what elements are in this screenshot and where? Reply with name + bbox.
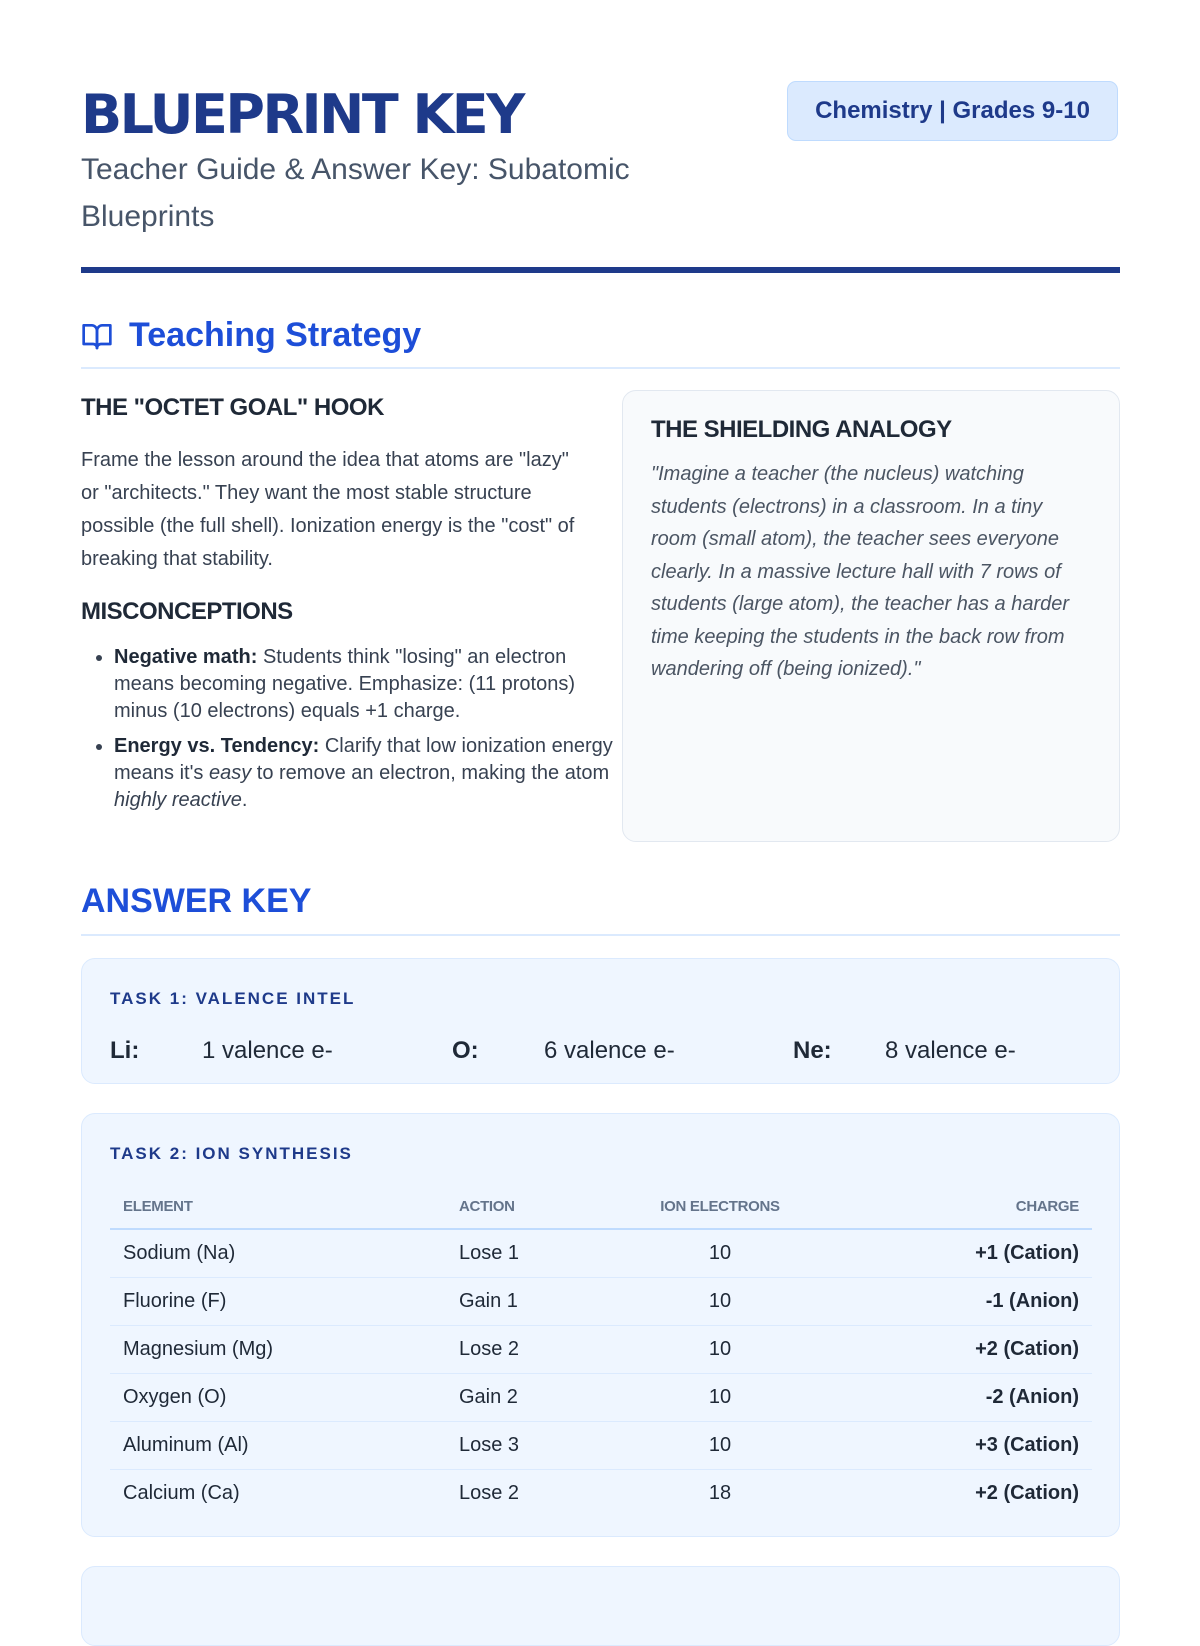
answer-key-title: ANSWER KEY	[81, 882, 312, 920]
table-row	[110, 1470, 1092, 1518]
task2-label: TASK 2: ION SYNTHESIS	[110, 1144, 353, 1163]
misconception-emphasis: highly reactive	[114, 789, 242, 811]
element-cell: Calcium (Ca)	[123, 1482, 240, 1504]
task1-card	[81, 958, 1120, 1084]
table-row	[110, 1326, 1092, 1374]
valence-item	[452, 1037, 675, 1065]
page-title: BLUEPRINT KEY	[81, 83, 523, 146]
electrons-cell: 10	[622, 1278, 818, 1326]
misconceptions-heading: MISCONCEPTIONS	[81, 598, 293, 625]
misconception-text: Clarify that low ionization energy means it's	[114, 735, 613, 784]
section-title: Teaching Strategy	[129, 316, 422, 354]
misconception-text: .	[241, 789, 248, 811]
element-cell: Oxygen (O)	[110, 1374, 446, 1422]
table-row	[110, 1229, 1092, 1278]
list-item	[114, 644, 624, 725]
table-row	[110, 1374, 1092, 1422]
page-subtitle: Teacher Guide & Answer Key: Subatomic Blueprints	[81, 153, 630, 233]
shielding-analogy-card	[622, 390, 1120, 842]
hook-paragraph: Frame the lesson around the idea that atoms are "lazy" or "architects." They want the most stable structure possible (the full shell). Ionization energy is the "cost" of breaking that stability.	[81, 449, 575, 570]
valence-element: Ne:	[793, 1037, 832, 1064]
element-cell: Sodium (Na)	[110, 1229, 446, 1278]
action-cell: Lose 1	[446, 1229, 622, 1278]
column-header: ION ELECTRONS	[622, 1184, 818, 1229]
valence-item	[110, 1037, 333, 1065]
electrons-cell: 10	[622, 1229, 818, 1278]
analogy-heading: THE SHIELDING ANALOGY	[651, 416, 952, 443]
header-divider	[81, 267, 1120, 273]
misconceptions-list	[81, 644, 624, 822]
element-cell: Magnesium (Mg)	[110, 1326, 446, 1374]
action-cell: Lose 3	[446, 1422, 622, 1470]
valence-value: 6 valence e-	[544, 1037, 675, 1064]
column-header: ACTION	[446, 1184, 622, 1229]
section-divider	[81, 367, 1120, 369]
valence-value: 1 valence e-	[202, 1037, 333, 1064]
charge-cell: +2 (Cation)	[975, 1482, 1079, 1504]
answer-key-divider	[81, 934, 1120, 936]
element-cell: Aluminum (Al)	[110, 1422, 446, 1470]
valence-element: O:	[452, 1037, 479, 1064]
ion-synthesis-table	[110, 1184, 1092, 1517]
electrons-cell: 18	[708, 1482, 732, 1504]
list-item	[114, 733, 624, 814]
misconception-label: Negative math:	[114, 646, 258, 668]
hook-heading: THE "OCTET GOAL" HOOK	[81, 394, 384, 421]
subject-badge: Chemistry | Grades 9-10	[787, 81, 1118, 141]
task1-label: TASK 1: VALENCE INTEL	[110, 989, 356, 1008]
misconception-label: Energy vs. Tendency:	[114, 735, 320, 757]
valence-element: Li:	[110, 1037, 140, 1064]
task2-card	[81, 1113, 1120, 1537]
charge-cell: -1 (Anion)	[818, 1278, 1092, 1326]
column-header: CHARGE	[818, 1184, 1092, 1229]
analogy-quote: "Imagine a teacher (the nucleus) watching students (electrons) in a classroom. In a tiny room (small atom), the teacher sees everyone clearly. In a massive lecture hall with 7 rows of students (large atom), the teacher has a harder time keeping the students in the back row from wandering off (being ionized)."	[651, 463, 1070, 680]
table-row	[110, 1278, 1092, 1326]
table-row	[110, 1422, 1092, 1470]
task3-card-partial	[81, 1566, 1120, 1646]
element-cell: Fluorine (F)	[110, 1278, 446, 1326]
action-cell: Gain 1	[446, 1278, 622, 1326]
action-cell: Gain 2	[446, 1374, 622, 1422]
misconception-text: to remove an electron, making the atom	[256, 762, 610, 784]
misconception-emphasis: easy	[208, 762, 252, 784]
electrons-cell: 10	[622, 1422, 818, 1470]
electrons-cell: 10	[622, 1326, 818, 1374]
action-cell: Lose 2	[446, 1326, 622, 1374]
book-open-icon	[81, 320, 113, 352]
misconception-text: Students think "losing" an electron means becoming negative. Emphasize: (11 protons) minus (10 electrons) equals +1 charge.	[114, 646, 575, 722]
charge-cell: +1 (Cation)	[818, 1229, 1092, 1278]
table-header-row	[110, 1184, 1092, 1229]
charge-cell: +2 (Cation)	[818, 1326, 1092, 1374]
action-cell: Lose 2	[459, 1482, 520, 1504]
valence-item	[793, 1037, 1016, 1065]
valence-value: 8 valence e-	[885, 1037, 1016, 1064]
column-header: ELEMENT	[110, 1184, 446, 1229]
charge-cell: +3 (Cation)	[818, 1422, 1092, 1470]
charge-cell: -2 (Anion)	[818, 1374, 1092, 1422]
electrons-cell: 10	[622, 1374, 818, 1422]
teaching-strategy-heading	[81, 316, 421, 355]
